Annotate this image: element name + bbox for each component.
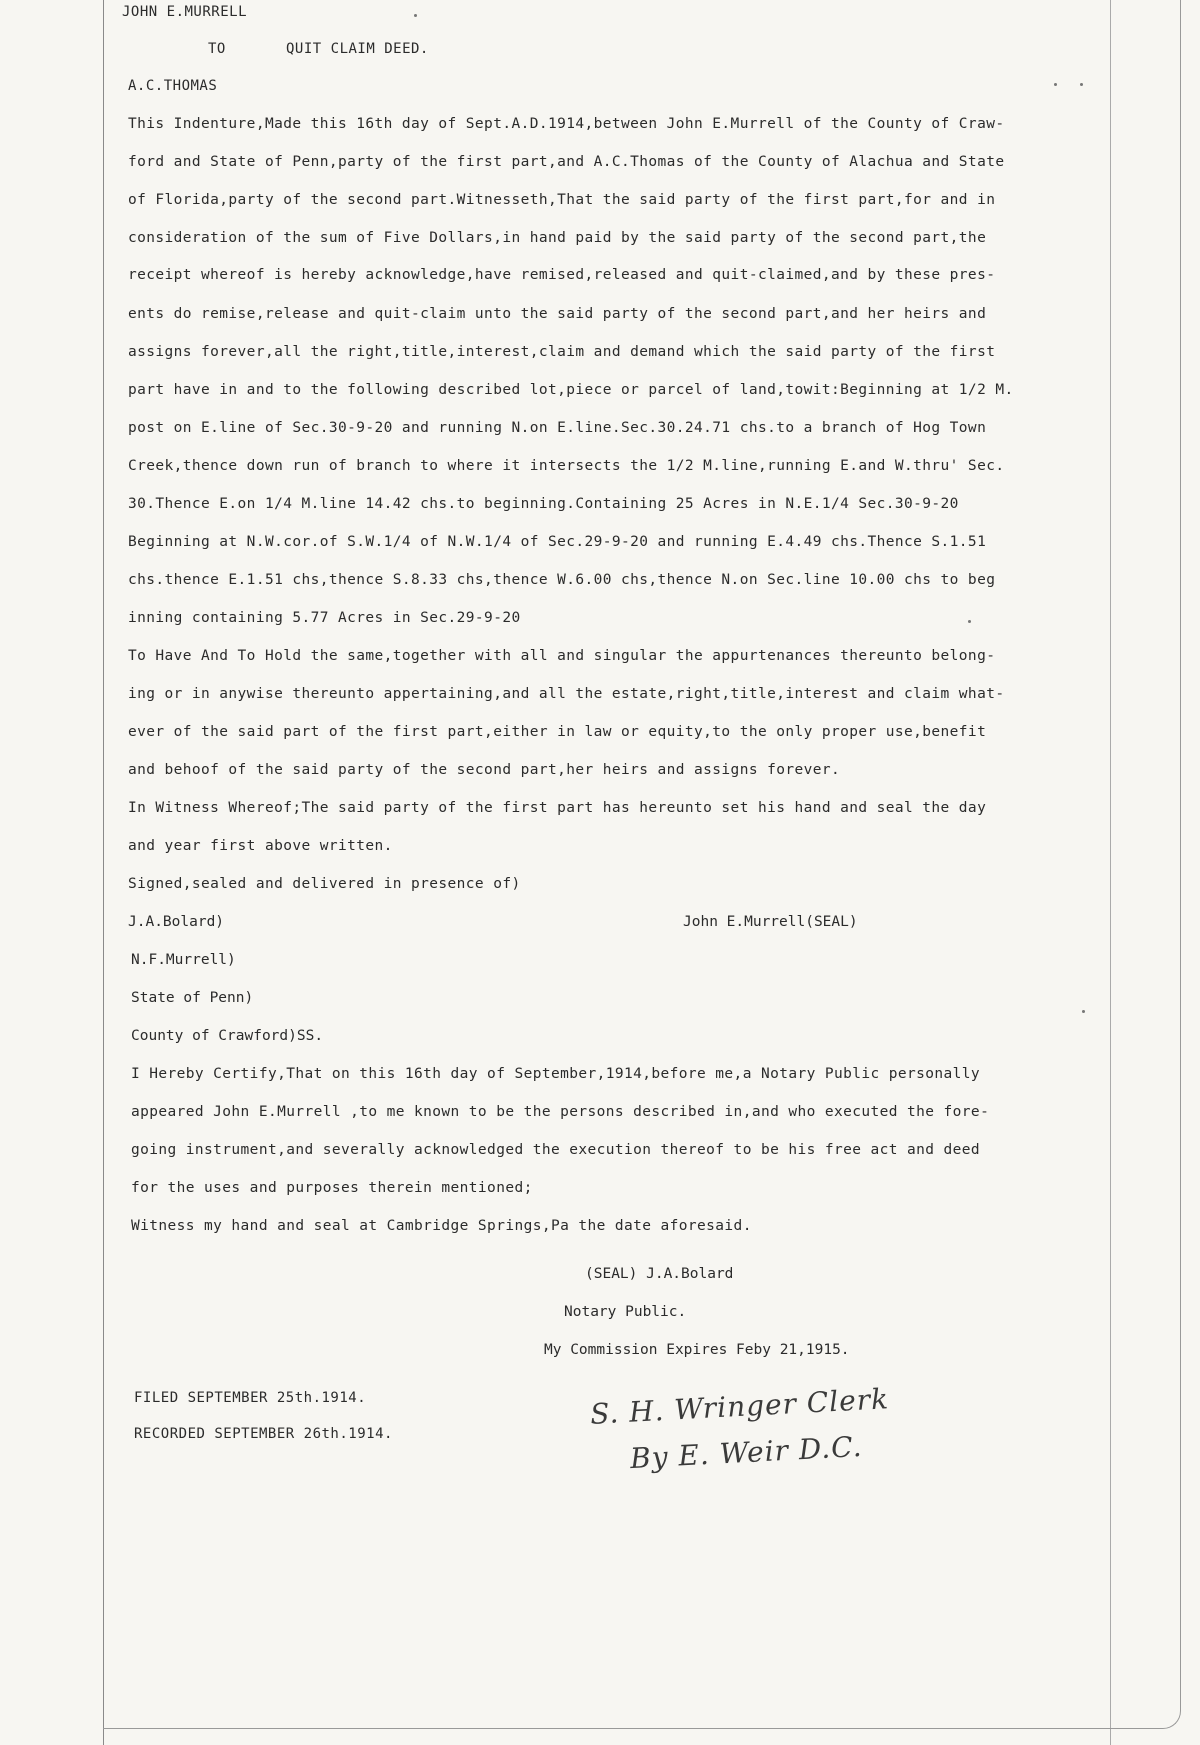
- body-line: and year first above written.: [128, 838, 393, 854]
- body-line: assigns forever,all the right,title,interest,claim and demand which the said party of the first: [128, 344, 996, 360]
- acknowledgment-line: Witness my hand and seal at Cambridge Springs,Pa the date aforesaid.: [131, 1218, 752, 1234]
- body-line: ever of the said part of the first part,either in law or equity,to the only proper use,benefit: [128, 724, 987, 740]
- bottom-page-edge: [103, 1728, 1163, 1729]
- page-edge-rule: [1180, 0, 1181, 1700]
- body-line: Beginning at N.W.cor.of S.W.1/4 of N.W.1/4 of Sec.29-9-20 and running E.4.49 chs.Thence S.1.51: [128, 534, 987, 550]
- notary-signature: (SEAL) J.A.Bolard: [585, 1266, 734, 1282]
- left-margin-rule: [103, 0, 104, 1745]
- body-line: 30.Thence E.on 1/4 M.line 14.42 chs.to beginning.Containing 25 Acres in N.E.1/4 Sec.30-9-20: [128, 496, 959, 512]
- body-line: and behoof of the said party of the second part,her heirs and assigns forever.: [128, 762, 841, 778]
- page-curl-corner: [1162, 1690, 1181, 1729]
- filed-date: FILED SEPTEMBER 25th.1914.: [134, 1390, 367, 1406]
- acknowledgment-line: appeared John E.Murrell ,to me known to be the persons described in,and who executed the fore-: [131, 1104, 990, 1120]
- body-line: In Witness Whereof;The said party of the first part has hereunto set his hand and seal the day: [128, 800, 987, 816]
- body-line: Signed,sealed and delivered in presence of): [128, 876, 521, 892]
- body-line: of Florida,party of the second part.Witnesseth,That the said party of the first part,for and in: [128, 192, 996, 208]
- grantor-name: JOHN E.MURRELL: [122, 4, 248, 20]
- deputy-clerk-signature: By E. Weir D.C.: [629, 1429, 864, 1476]
- grantor-signature: John E.Murrell(SEAL): [683, 914, 858, 930]
- scan-speck: [414, 14, 417, 17]
- to-label: TO: [208, 41, 226, 57]
- witness-1: J.A.Bolard): [128, 914, 225, 930]
- body-line: This Indenture,Made this 16th day of Sept.A.D.1914,between John E.Murrell of the County of Craw-: [128, 116, 1005, 132]
- acknowledgment-line: for the uses and purposes therein mentioned;: [131, 1180, 533, 1196]
- recorded-date: RECORDED SEPTEMBER 26th.1914.: [134, 1426, 393, 1442]
- clerk-signature: S. H. Wringer Clerk: [589, 1382, 890, 1431]
- body-line: ents do remise,release and quit-claim unto the said party of the second part,and her heirs and: [128, 306, 987, 322]
- scan-speck: [968, 620, 971, 623]
- body-line: ing or in anywise thereunto appertaining,and all the estate,right,title,interest and claim what-: [128, 686, 1005, 702]
- document-type: QUIT CLAIM DEED.: [286, 41, 429, 57]
- body-line: To Have And To Hold the same,together with all and singular the appurtenances thereunto belong-: [128, 648, 996, 664]
- acknowledgment-line: going instrument,and severally acknowledged the execution thereof to be his free act and deed: [131, 1142, 981, 1158]
- witness-2: N.F.Murrell): [131, 952, 236, 968]
- scan-speck: [1080, 83, 1083, 86]
- grantee-name: A.C.THOMAS: [128, 78, 218, 94]
- notary-commission: My Commission Expires Feby 21,1915.: [544, 1342, 850, 1358]
- body-line: inning containing 5.77 Acres in Sec.29-9-20: [128, 610, 521, 626]
- scan-speck: [1054, 83, 1057, 86]
- body-line: receipt whereof is hereby acknowledge,have remised,released and quit-claimed,and by these pres-: [128, 267, 996, 283]
- body-line: consideration of the sum of Five Dollars,in hand paid by the said party of the second part,the: [128, 230, 987, 246]
- scan-speck: [1082, 1010, 1085, 1013]
- body-line: Creek,thence down run of branch to where it intersects the 1/2 M.line,running E.and W.thru' Sec.: [128, 458, 1005, 474]
- venue-county: County of Crawford)SS.: [131, 1028, 324, 1044]
- body-line: part have in and to the following described lot,piece or parcel of land,towit:Beginning at 1/2 M.: [128, 382, 1014, 398]
- acknowledgment-line: I Hereby Certify,That on this 16th day of September,1914,before me,a Notary Public personally: [131, 1066, 981, 1082]
- right-margin-rule: [1110, 0, 1111, 1745]
- venue-state: State of Penn): [131, 990, 254, 1006]
- body-line: chs.thence E.1.51 chs,thence S.8.33 chs,thence W.6.00 chs,thence N.on Sec.line 10.00 chs to beg: [128, 572, 996, 588]
- body-line: ford and State of Penn,party of the first part,and A.C.Thomas of the County of Alachua and State: [128, 154, 1005, 170]
- body-line: post on E.line of Sec.30-9-20 and running N.on E.line.Sec.30.24.71 chs.to a branch of Hog Town: [128, 420, 987, 436]
- notary-title: Notary Public.: [564, 1304, 687, 1320]
